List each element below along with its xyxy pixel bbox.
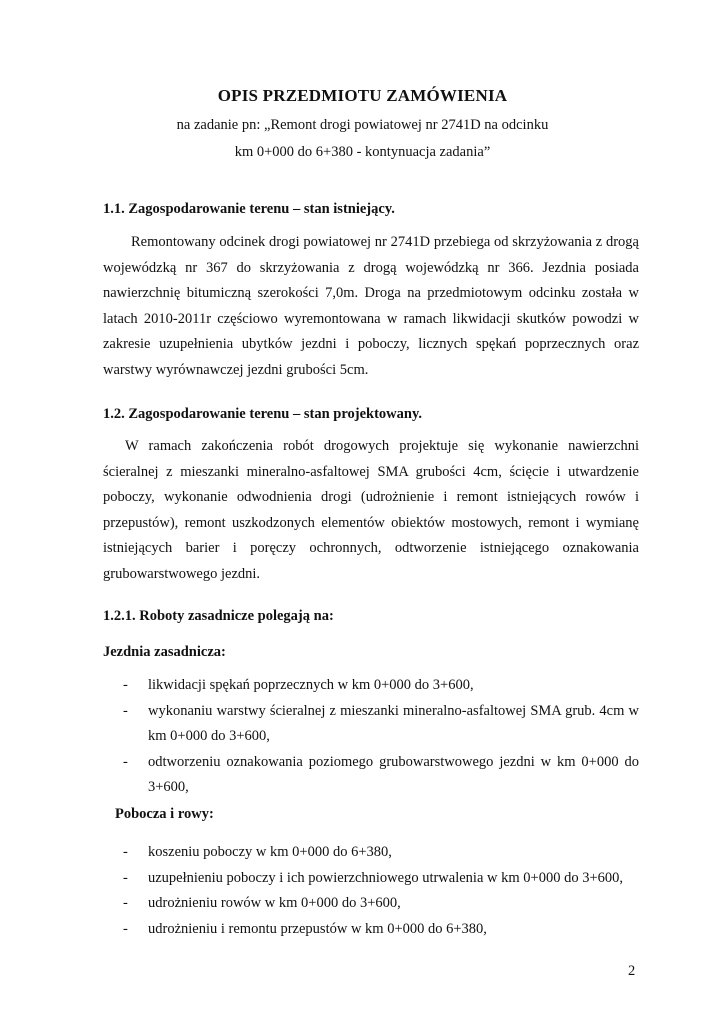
jezdnia-list <box>103 673 639 801</box>
list-item-text: uzupełnieniu poboczy i ich powierzchniowego utrwalenia w km 0+000 do 3+600, <box>148 869 624 886</box>
subtitle-line-2: km 0+000 do 6+380 - kontynuacja zadania” <box>234 144 491 160</box>
section-1-1-heading: 1.1. Zagospodarowanie terenu – stan istniejący. <box>103 201 395 217</box>
list-item <box>103 891 639 917</box>
list-item-text: udrożnieniu i remontu przepustów w km 0+000 do 6+380, <box>148 920 487 937</box>
list-dash: - <box>123 702 128 719</box>
section-1-2-heading: 1.2. Zagospodarowanie terenu – stan projektowany. <box>103 406 423 422</box>
jezdnia-heading: Jezdnia zasadnicza: <box>103 644 226 660</box>
list-item-text: odtworzeniu oznakowania poziomego grubowarstwowego jezdni w km 0+000 do 3+600, <box>148 753 639 796</box>
page-number: 2 <box>628 963 636 979</box>
list-item-text: likwidacji spękań poprzecznych w km 0+000 do 3+600, <box>148 677 474 693</box>
list-item <box>103 917 639 943</box>
pobocza-heading: Pobocza i rowy: <box>115 806 214 822</box>
list-dash: - <box>123 869 128 886</box>
list-item-text: wykonaniu warstwy ścieralnej z mieszanki mineralno-asfaltowej SMA grub. 4cm w km 0+000 do 3+600, <box>148 702 639 745</box>
pobocza-list <box>103 840 639 942</box>
list-item <box>103 750 639 801</box>
list-item <box>103 840 639 866</box>
list-item-text: udrożnieniu rowów w km 0+000 do 3+600, <box>148 895 401 912</box>
section-1-1-body: Remontowany odcinek drogi powiatowej nr 2741D przebiega od skrzyżowania z drogą wojewódzką nr 367 do skrzyżowania z drogą wojewódzką nr 366. Jezdnia posiada nawierzchnię bitumiczną szerokości 7,0m. Droga na przedmiotowym odcinku została w latach 2010-2011r częściowo wyremontowana w ramach likwidacji skutków powodzi w zakresie uzupełnienia ubytków jezdni i poboczy, licznych spękań poprzecznych oraz warstwy wyrównawczej jezdni grubości 5cm. <box>103 234 639 378</box>
section-1-2-body: W ramach zakończenia robót drogowych projektuje się wykonanie nawierzchni ścieralnej z mieszanki mineralno-asfaltowej SMA grubości 4cm, ścięcie i utwardzenie poboczy, wykonanie odwodnienia drogi (udrożnienie i remont istniejących rowów i przepustów), remont uszkodzonych elementów obiektów mostowych, remont i wymianę istniejących barier i poręczy ochronnych, odtworzenie istniejącego oznakowania grubowarstwowego jezdni. <box>103 438 639 582</box>
section-1-2-1-heading: 1.2.1. Roboty zasadnicze polegają na: <box>103 608 334 624</box>
list-item <box>103 699 639 750</box>
list-item-text: koszeniu poboczy w km 0+000 do 6+380, <box>148 844 392 860</box>
list-dash: - <box>123 844 128 860</box>
list-dash: - <box>123 895 128 912</box>
list-dash: - <box>123 753 128 770</box>
subtitle-line-1: na zadanie pn: „Remont drogi powiatowej nr 2741D na odcinku <box>176 117 549 133</box>
list-item <box>103 673 639 699</box>
document-title: OPIS PRZEDMIOTU ZAMÓWIENIA <box>217 86 508 105</box>
list-dash: - <box>123 920 128 937</box>
list-item <box>103 866 639 892</box>
list-dash: - <box>123 677 128 693</box>
